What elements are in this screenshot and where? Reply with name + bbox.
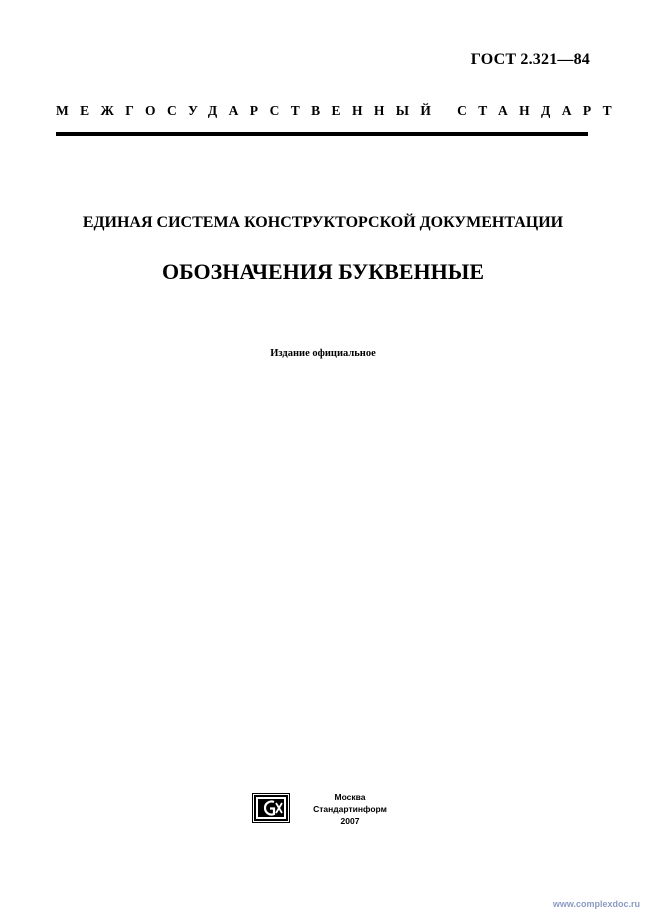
site-watermark: www.complexdoc.ru bbox=[552, 899, 640, 909]
publisher-city: Москва bbox=[334, 792, 366, 802]
publisher-logo-icon bbox=[252, 793, 290, 823]
standard-number: ГОСТ 2.321—84 bbox=[470, 51, 590, 68]
edition-note: Издание официальное bbox=[270, 348, 376, 359]
standard-series-title: МЕЖГОСУДАРСТВЕННЫЙ СТАНДАРТ bbox=[56, 103, 624, 118]
publication-year: 2007 bbox=[340, 816, 360, 826]
system-title: ЕДИНАЯ СИСТЕМА КОНСТРУКТОРСКОЙ ДОКУМЕНТАЦИИ bbox=[82, 214, 564, 231]
document-title: ОБОЗНАЧЕНИЯ БУКВЕННЫЕ bbox=[161, 259, 485, 284]
publisher-name: Стандартинформ bbox=[313, 804, 387, 814]
publisher-imprint bbox=[304, 791, 396, 827]
header-divider bbox=[56, 132, 588, 136]
